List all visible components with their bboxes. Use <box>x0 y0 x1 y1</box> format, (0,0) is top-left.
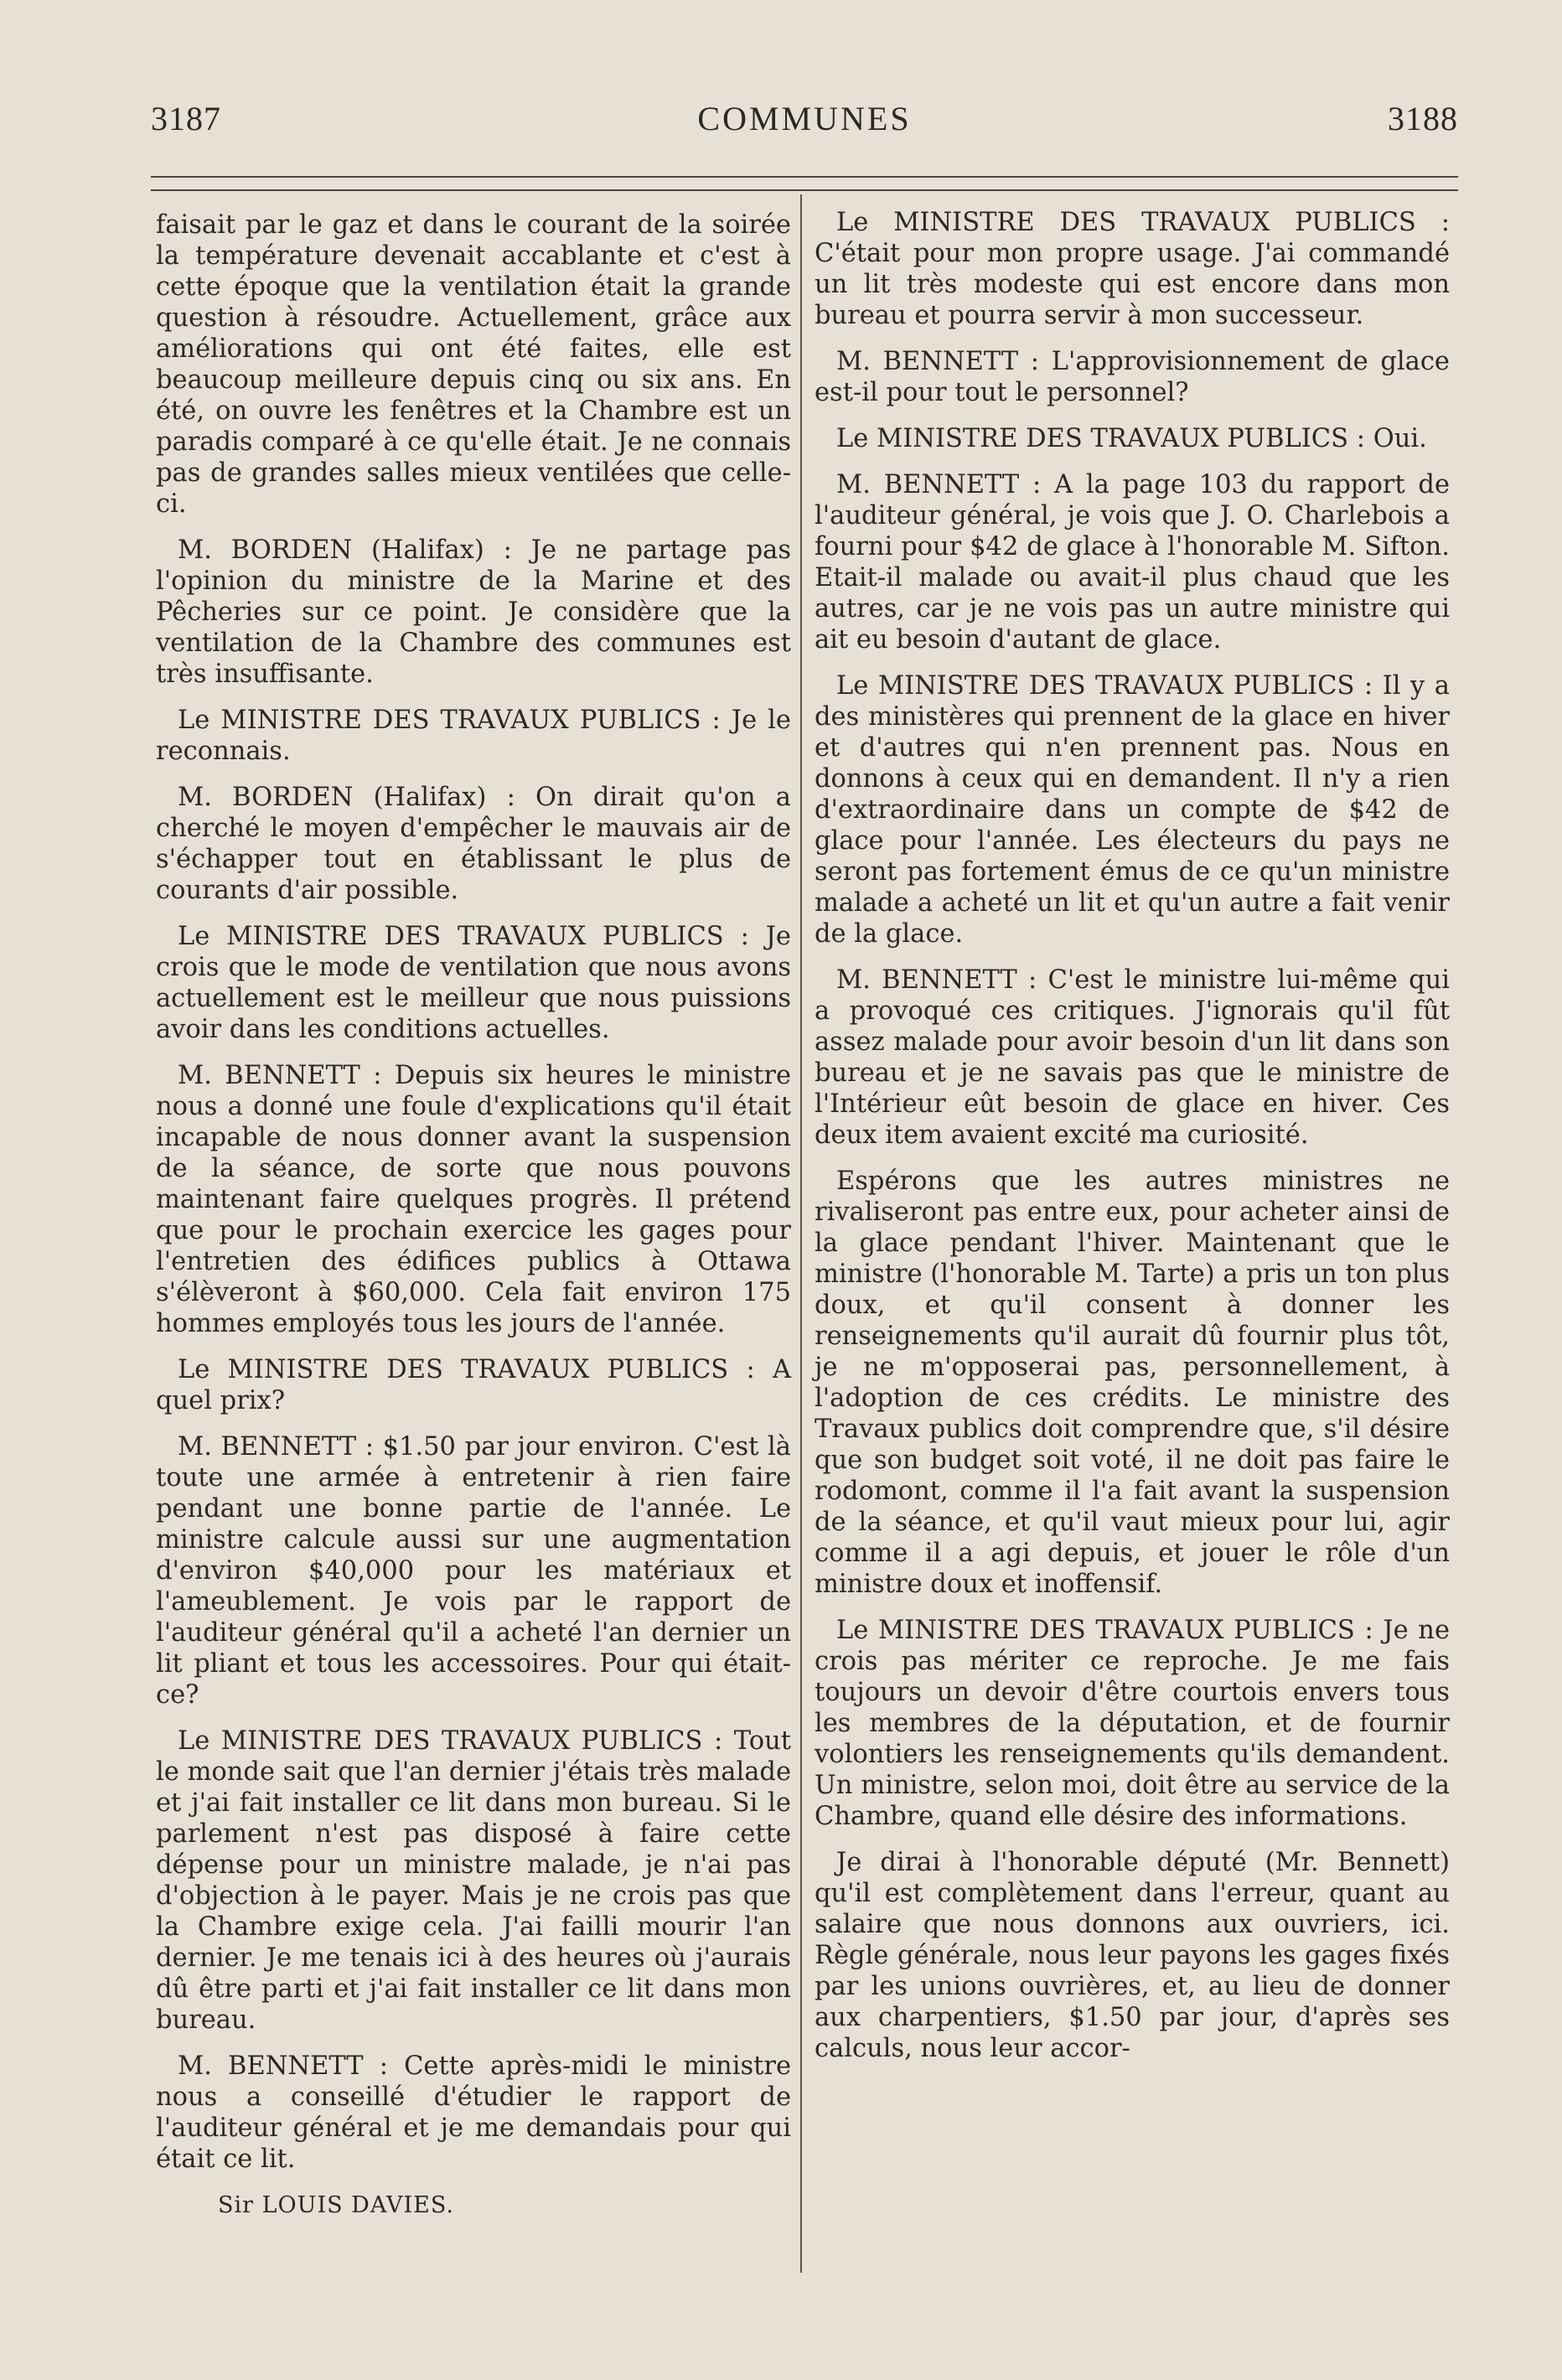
paragraph: faisait par le gaz et dans le courant de la soirée la température devenait accablante et c'est à cette époque que la ventilation était la grande question à résoudre. Actuellement, grâce aux améliorations qui ont été faites, elle est beaucoup meilleure depuis cinq ou six ans. En été, on ouvre les fenêtres et la Chambre est un paradis comparé à ce qu'elle était. Je ne connais pas de grandes salles mieux ventilées que celle-ci. <box>156 210 791 519</box>
paragraph: Le MINISTRE DES TRAVAUX PUBLICS : Il y a des ministères qui prennent de la glace en hiver et d'autres qui n'en prennent pas. Nous en donnons à ceux qui en demandent. Il n'y a rien d'extraordinaire dans un compte de $42 de glace pour l'année. Les électeurs du pays ne seront pas fortement émus de ce qu'un ministre malade a acheté un lit et qu'un autre a fait venir de la glace. <box>815 671 1450 949</box>
paragraph: Le MINISTRE DES TRAVAUX PUBLICS : Je ne crois pas mériter ce reproche. Je me fais toujours un devoir d'être courtois envers tous les membres de la députation, et de fournir volontiers les renseignements qu'ils demandent. Un ministre, selon moi, doit être au service de la Chambre, quand elle désire des informations. <box>815 1616 1450 1831</box>
paragraph: M. BENNETT : A la page 103 du rapport de l'auditeur général, je vois que J. O. Charlebois a fourni pour $42 de glace à l'honorable M. Sifton. Etait-il malade ou avait-il plus chaud que les autres, car je ne vois pas un autre ministre qui ait eu besoin d'autant de glace. <box>815 470 1450 654</box>
paragraph: Le MINISTRE DES TRAVAUX PUBLICS : Tout le monde sait que l'an dernier j'étais très malade et j'ai fait installer ce lit dans mon bureau. Si le parlement n'est pas disposé à faire cette dépense pour un ministre malade, je n'ai pas d'objection à le payer. Mais je ne crois pas que la Chambre exige cela. J'ai failli mourir l'an dernier. Je me tenais ici à des heures où j'aurais dû être parti et j'ai fait installer ce lit dans mon bureau. <box>156 1726 791 2035</box>
paragraph: Le MINISTRE DES TRAVAUX PUBLICS : Je le reconnais. <box>156 706 791 766</box>
paragraph: Le MINISTRE DES TRAVAUX PUBLICS : C'était pour mon propre usage. J'ai commandé un lit très modeste qui est encore dans mon bureau et pourra servir à mon successeur. <box>815 208 1450 330</box>
speaker-signoff: Sir LOUIS DAVIES. <box>218 2192 454 2218</box>
paragraph: M. BENNETT : Cette après-midi le ministre nous a conseillé d'étudier le rapport de l'auditeur général et je me demandais pour qui était ce lit. <box>156 2051 791 2174</box>
page-number-right: 3188 <box>1388 100 1458 137</box>
page-number-left: 3187 <box>151 100 221 137</box>
paragraph: M. BORDEN (Halifax) : Je ne partage pas l'opinion du ministre de la Marine et des Pêcheries sur ce point. Je considère que la ventilation de la Chambre des communes est très insuffisante. <box>156 536 791 689</box>
page-header <box>151 99 1458 149</box>
header-rule-top <box>151 176 1458 178</box>
header-rule-bottom <box>151 189 1458 191</box>
paragraph: Je dirai à l'honorable député (Mr. Bennett) qu'il est complètement dans l'erreur, quant au salaire que nous donnons aux ouvriers, ici. Règle générale, nous leur payons les gages fixés par les unions ouvrières, et, au lieu de donner aux charpentiers, $1.50 par jour, d'après ses calculs, nous leur accor- <box>815 1848 1450 2063</box>
paragraph: M. BORDEN (Halifax) : On dirait qu'on a cherché le moyen d'empêcher le mauvais air de s'échapper tout en établissant le plus de courants d'air possible. <box>156 783 791 905</box>
paragraph: Le MINISTRE DES TRAVAUX PUBLICS : Je crois que le mode de ventilation que nous avons actuellement est le meilleur que nous puissions avoir dans les conditions actuelles. <box>156 922 791 1044</box>
column-divider <box>800 194 802 2273</box>
paragraph: M. BENNETT : $1.50 par jour environ. C'est là toute une armée à entretenir à rien faire pendant une bonne partie de l'année. Le ministre calcule aussi sur une augmentation d'environ $40,000 pour les matériaux et l'ameublement. Je vois par le rapport de l'auditeur général qu'il a acheté l'an dernier un lit pliant et tous les accessoires. Pour qui était-ce? <box>156 1432 791 1710</box>
paragraph: Le MINISTRE DES TRAVAUX PUBLICS : Oui. <box>836 424 1427 453</box>
paragraph: M. BENNETT : C'est le ministre lui-même qui a provoqué ces critiques. J'ignorais qu'il fût assez malade pour avoir besoin d'un lit dans son bureau et je ne savais pas que le ministre de l'Intérieur eût besoin de glace en hiver. Ces deux item avaient excité ma curiosité. <box>815 965 1450 1150</box>
paragraph: Espérons que les autres ministres ne rivaliseront pas entre eux, pour acheter ainsi de la glace pendant l'hiver. Maintenant que le ministre (l'honorable M. Tarte) a pris un ton plus doux, et qu'il consent à donner les renseignements qu'il aurait dû fournir plus tôt, je ne m'opposerai pas, personnellement, à l'adoption de ces crédits. Le ministre des Travaux publics doit comprendre que, s'il désire que son budget soit voté, il ne doit pas faire le rodomont, comme il l'a fait avant la suspension de la séance, et qu'il vaut mieux pour lui, agir comme il a agi depuis, et jouer le rôle d'un ministre doux et inoffensif. <box>815 1167 1451 1599</box>
left-column <box>156 210 791 2236</box>
paragraph: M. BENNETT : Depuis six heures le ministre nous a donné une foule d'explications qu'il était incapable de nous donner avant la suspension de la séance, de sorte que nous pouvons maintenant faire quelques progrès. Il prétend que pour le prochain exercice les gages pour l'entretien des édifices publics à Ottawa s'élèveront à $60,000. Cela fait environ 175 hommes employés tous les jours de l'année. <box>156 1061 791 1338</box>
right-column <box>815 207 1450 2079</box>
paragraph: Le MINISTRE DES TRAVAUX PUBLICS : A quel prix? <box>156 1355 791 1415</box>
paragraph: M. BENNETT : L'approvisionnement de glace est-il pour tout le personnel? <box>815 347 1450 407</box>
running-title: COMMUNES <box>697 100 912 137</box>
